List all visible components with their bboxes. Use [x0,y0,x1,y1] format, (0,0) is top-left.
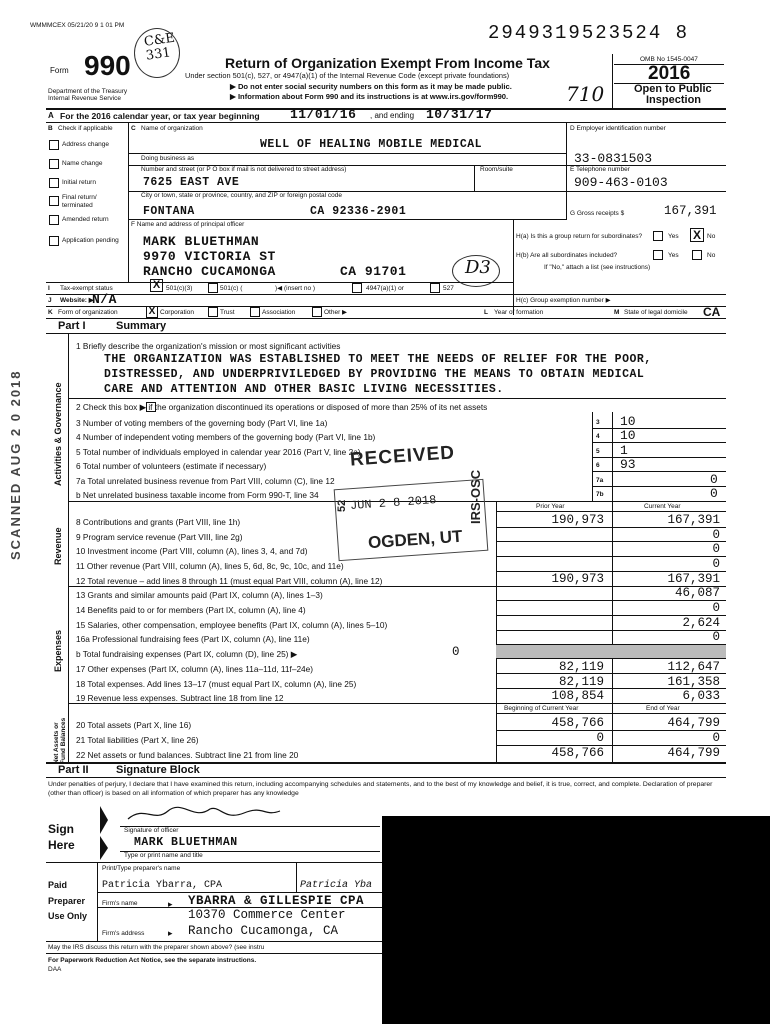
line-10-current: 0 [712,542,720,556]
sign-arrow-1 [100,806,108,834]
name-change-label: Name change [62,160,103,167]
omb-number: OMB No 1545-0047 [640,56,698,63]
officer-city: RANCHO CUCAMONGA [143,264,276,279]
application-pending-label: Application pending [62,237,119,244]
insert-no-label: )◀ (insert no ) [275,285,316,292]
preparer-label: Preparer [48,896,86,906]
501c-label: 501(c) ( [220,285,243,292]
current-year-header: Current Year [644,503,681,510]
firm-name-label: Firm's name [102,900,138,907]
i-label: I [48,285,50,292]
line-13-text: 13 Grants and similar amounts paid (Part IX, column (A), lines 1–3) [76,590,323,600]
line-7b-no: 7b [596,491,604,498]
line-6-no: 6 [596,462,600,469]
line-7b-value: 0 [710,486,718,501]
firm-address-label: Firm's address [102,930,145,937]
line-11-text: 11 Other revenue (Part VIII, column (A), lines 5, 6d, 8c, 9c, 10c, and 11e) [76,561,344,571]
inspection: Inspection [646,94,702,106]
officer-name: MARK BLUETHMAN [143,234,260,249]
line-20-prior: 458,766 [551,716,604,730]
line-3-text: 3 Number of voting members of the governing body (Part VI, line 1a) [76,418,328,428]
paperwork-notice: For Paperwork Reduction Act Notice, see the separate instructions. [48,957,257,964]
gross-receipts-value: 167,391 [664,204,717,218]
firm-address-1: 10370 Commerce Center [188,908,346,922]
name-change-checkbox[interactable] [49,159,59,169]
handwritten-code: C&E 331 [143,30,176,64]
501c3-label: 501(c)(3) [166,285,193,292]
ha-yes-label: Yes [668,233,679,240]
line-9-current: 0 [712,528,720,542]
info-notice: ▶ Information about Form 990 and its instructions is at www.irs.gov/form990. [230,92,509,101]
corporation-checkbox[interactable]: X [146,306,158,318]
city-label: City or town, state or province, country, and ZIP or foreign postal code [141,192,342,199]
side-label-governance: Activities & Governance [53,382,63,486]
d3-mark: D3 [465,257,491,278]
527-label: 527 [443,285,454,292]
state-domicile-label: State of legal domicile [624,309,688,316]
here-label: Here [48,838,75,852]
form-label: Form [50,66,69,75]
officer-signature [124,803,284,825]
ha-no-label: No [707,233,716,240]
line-16a-current: 0 [712,630,720,644]
address-change-label: Address change [62,141,109,148]
line-22-current: 464,799 [667,746,720,760]
handwritten-710: 710 [566,82,605,106]
org-name-label: Name of organization [141,125,203,132]
prep-signature: Patricia Yba [300,880,373,891]
received-date-stamp: JUN 2 8 2018 [349,493,437,513]
line-7a-no: 7a [596,477,604,484]
line-21-text: 21 Total liabilities (Part X, line 26) [76,735,199,745]
prep-name-label: Print/Type preparer's name [102,865,181,872]
line-16b-shaded [496,645,726,658]
officer-label: F Name and address of principal officer [131,221,245,228]
line-3-no: 3 [596,419,600,426]
line-18-prior: 82,119 [558,675,604,689]
line-2-text: 2 Check this box ▶ if the organization discontinued its operations or disposed of more than 25% of its net assets [76,402,488,412]
mission-line-1: THE ORGANIZATION WAS ESTABLISHED TO MEET THE NEEDS OF RELIEF FOR THE POOR, [104,353,652,366]
line-18-current: 161,358 [667,675,720,689]
line-7a-text: 7a Total unrelated business revenue from Part VIII, column (C), line 12 [76,476,335,486]
4947-checkbox[interactable] [352,283,362,293]
side-label-expenses: Expenses [53,629,63,672]
line-a-text: For the 2016 calendar year, or tax year beginning [60,111,260,121]
boy-header: Beginning of Current Year [504,705,579,712]
line-8-prior: 190,973 [551,513,604,527]
hb-no-label: No [707,252,716,259]
barcode-number: 2949319523524 8 [488,22,690,44]
4947-label: 4947(a)(1) or [366,285,404,292]
application-pending-checkbox[interactable] [49,236,59,246]
org-name: WELL OF HEALING MOBILE MEDICAL [260,138,483,151]
website-value: N/A [92,292,117,307]
line-19-text: 19 Revenue less expenses. Subtract line 18 from line 12 [76,693,284,703]
form-org-label: Form of organization [58,309,118,316]
received-stamp: RECEIVED [349,442,456,471]
line-5-text: 5 Total number of individuals employed in calendar year 2016 (Part V, line 2a) [76,447,361,457]
scanned-stamp: SCANNED AUG 2 0 2018 [8,369,23,560]
sign-arrow-2 [100,836,108,860]
line-11-current: 0 [712,557,720,571]
association-label: Association [262,309,296,316]
redaction-block [382,816,770,1024]
corporation-label: Corporation [160,309,194,316]
line-1-text: 1 Briefly describe the organization's mission or most significant activities [76,341,341,351]
gross-receipts-label: G Gross receipts $ [570,210,625,217]
daa-label: DAA [48,966,62,973]
line-14-current: 0 [712,601,720,615]
line-3-value: 10 [620,414,636,429]
ogden-stamp: OGDEN, UT [367,526,463,553]
m-label: M [614,309,620,316]
print-info: WMMMCEX 05/21/20 9 1 01 PM [30,22,125,29]
phone-value: 909-463-0103 [574,175,668,190]
initial-return-label: Initial return [62,179,96,186]
line-12-current: 167,391 [667,572,720,586]
line-12-prior: 190,973 [551,572,604,586]
form-title: Return of Organization Exempt From Income Tax [225,55,550,71]
stamp-code: 52 [336,499,348,512]
line-4-no: 4 [596,433,600,440]
line-21-current: 0 [712,731,720,745]
amended-return-checkbox[interactable] [49,215,59,225]
part2-title: Signature Block [116,764,200,776]
line-5-no: 5 [596,448,600,455]
l-label: L [484,309,488,316]
firm-address-2: Rancho Cucamonga, CA [188,924,339,938]
address-change-checkbox[interactable] [49,140,59,150]
sig-officer-label: Signature of officer [124,827,179,834]
side-label-revenue: Revenue [53,527,63,565]
phone-label: E Telephone number [570,166,630,173]
527-checkbox[interactable] [430,283,440,293]
year-formation-label: Year of formation [494,309,544,316]
sign-label: Sign [48,822,74,836]
part1-label: Part I [58,320,86,332]
501c-checkbox[interactable] [208,283,218,293]
initial-return-checkbox[interactable] [49,178,59,188]
firm-address-arrow: ▸ [168,928,173,938]
may-irs-discuss: May the IRS discuss this return with the preparer shown above? (see instru [48,944,265,951]
check-if-applicable: Check if applicable [58,125,113,132]
line-7b-text: b Net unrelated business taxable income from Form 990-T, line 34 [76,490,319,500]
tax-status-label: Tax-exempt status [60,285,113,292]
line-15-current: 2,624 [682,616,720,630]
other-checkbox[interactable] [312,307,322,317]
prep-name: Patricia Ybarra, CPA [102,880,223,891]
and-ending: , and ending [370,111,415,120]
line-10-text: 10 Investment income (Part VIII, column (A), lines 3, 4, and 7d) [76,546,308,556]
irs-osc-stamp: IRS-OSC [468,469,483,524]
form-year: 2016 [648,63,691,84]
hb-no-checkbox[interactable] [692,250,702,260]
penalties-text: Under penalties of perjury, I declare that I have examined this return, including accompanying schedules and statements, and to the best of my knowledge and belief, it is true, correct, and complete. Declaration of preparer (other than officer) is based on all information of which preparer has any knowledge [48,781,713,797]
line-4-text: 4 Number of independent voting members of the governing body (Part VI, line 1b) [76,432,376,442]
dept-label: Department of the Treasury [48,88,128,95]
hb-yes-label: Yes [668,252,679,259]
tax-year-end: 10/31/17 [426,107,493,122]
line-19-prior: 108,854 [551,689,604,703]
line-2-checkbox[interactable] [146,402,156,412]
website-label: Website: ▶ [60,297,94,304]
line-20-current: 464,799 [667,716,720,730]
street-label: Number and street (or P O box if mail is not delivered to street address) [141,166,347,173]
line-8-current: 167,391 [667,513,720,527]
irs-label: Internal Revenue Service [48,95,121,102]
type-print-label: Type or print name and title [124,852,203,859]
org-state-zip: CA 92336-2901 [310,205,407,218]
hc-label: H(c) Group exemption number ▶ [516,297,611,304]
side-label-net-assets: Net Assets or Fund Balances [53,717,67,764]
line-17-text: 17 Other expenses (Part IX, column (A), lines 11a–11d, 11f–24e) [76,664,314,674]
org-street: 7625 EAST AVE [143,176,240,189]
501c3-checkbox[interactable]: X [150,279,163,292]
j-label: J [48,297,52,304]
officer-street: 9970 VICTORIA ST [143,249,276,264]
line-16b-text: b Total fundraising expenses (Part IX, column (D), line 25) ▶ [76,649,298,659]
line-6-value: 93 [620,457,636,472]
final-return-checkbox[interactable] [49,196,59,206]
line-9-text: 9 Program service revenue (Part VIII, line 2g) [76,532,243,542]
ein-value: 33-0831503 [574,151,653,166]
ha-question: H(a) Is this a group return for subordinates? [516,233,643,240]
line-17-prior: 82,119 [558,660,604,674]
room-label: Room/suite [480,166,513,173]
dba-label: Doing business as [141,155,195,162]
line-18-text: 18 Total expenses. Add lines 13–17 (must equal Part IX, column (A), line 25) [76,679,357,689]
officer-printed-name: MARK BLUETHMAN [134,836,238,849]
line-16a-text: 16a Professional fundraising fees (Part IX, column (A), line 11e) [76,634,310,644]
line-8-text: 8 Contributions and grants (Part VIII, line 1h) [76,517,241,527]
line-15-text: 15 Salaries, other compensation, employee benefits (Part IX, column (A), lines 5–10) [76,620,388,630]
officer-state-zip: CA 91701 [340,264,407,279]
line-20-text: 20 Total assets (Part X, line 16) [76,720,192,730]
line-a-label: A [48,111,54,120]
line-12-text: 12 Total revenue – add lines 8 through 11 (must equal Part VIII, column (A), line 12) [76,576,383,586]
form-subtitle: Under section 501(c), 527, or 4947(a)(1) of the Internal Revenue Code (except private foundations) [185,71,510,80]
use-only-label: Use Only [48,911,88,921]
line-16b-value: 0 [452,645,460,659]
hb-question: H(b) Are all subordinates included? [516,252,618,259]
line-22-text: 22 Net assets or fund balances. Subtract line 21 from line 20 [76,750,299,760]
b-label: B [48,125,53,132]
firm-name-arrow: ▸ [168,899,173,909]
ein-label: D Employer identification number [570,125,666,132]
line-7a-value: 0 [710,472,718,487]
mission-line-3: CARE AND ATTENTION AND OTHER BASIC LIVING NECESSITIES. [104,383,504,396]
stamp-border [334,479,489,561]
k-label: K [48,309,53,316]
part1-title: Summary [116,320,167,332]
final-return-label: Final return/ terminated [62,194,97,209]
mission-line-2: DISTRESSED, AND UNDERPRIVILEDGED BY PROVIDING THE MEANS TO OBTAIN MEDICAL [104,368,645,381]
hb-note: If "No," attach a list (see instructions) [544,264,651,271]
line-5-value: 1 [620,443,628,458]
org-city: FONTANA [143,205,195,218]
form-number: 990 [84,50,131,81]
line-4-value: 10 [620,428,636,443]
line-14-text: 14 Benefits paid to or for members (Part IX, column (A), line 4) [76,605,306,615]
other-label: Other ▶ [324,309,348,316]
ha-no-checkbox[interactable]: X [690,228,704,242]
hb-yes-checkbox[interactable] [653,250,663,260]
association-checkbox[interactable] [250,307,260,317]
line-13-current: 46,087 [674,586,720,600]
line-6-text: 6 Total number of volunteers (estimate if necessary) [76,461,267,471]
trust-checkbox[interactable] [208,307,218,317]
line-19-current: 6,033 [682,689,720,703]
line-21-prior: 0 [596,731,604,745]
prior-year-header: Prior Year [536,503,565,510]
eoy-header: End of Year [646,705,680,712]
firm-name: YBARRA & GILLESPIE CPA [188,894,365,908]
amended-return-label: Amended return [62,216,109,223]
paid-label: Paid [48,880,68,890]
line-22-prior: 458,766 [551,746,604,760]
line-17-current: 112,647 [667,660,720,674]
trust-label: Trust [220,309,235,316]
c-label: C [131,125,136,132]
ha-yes-checkbox[interactable] [653,231,663,241]
tax-year-begin: 11/01/16 [290,107,357,122]
ssn-notice: ▶ Do not enter social security numbers on this form as it may be made public. [230,82,512,91]
open-public: Open to Public [634,83,712,95]
state-domicile-value: CA [703,305,721,319]
part2-label: Part II [58,764,89,776]
